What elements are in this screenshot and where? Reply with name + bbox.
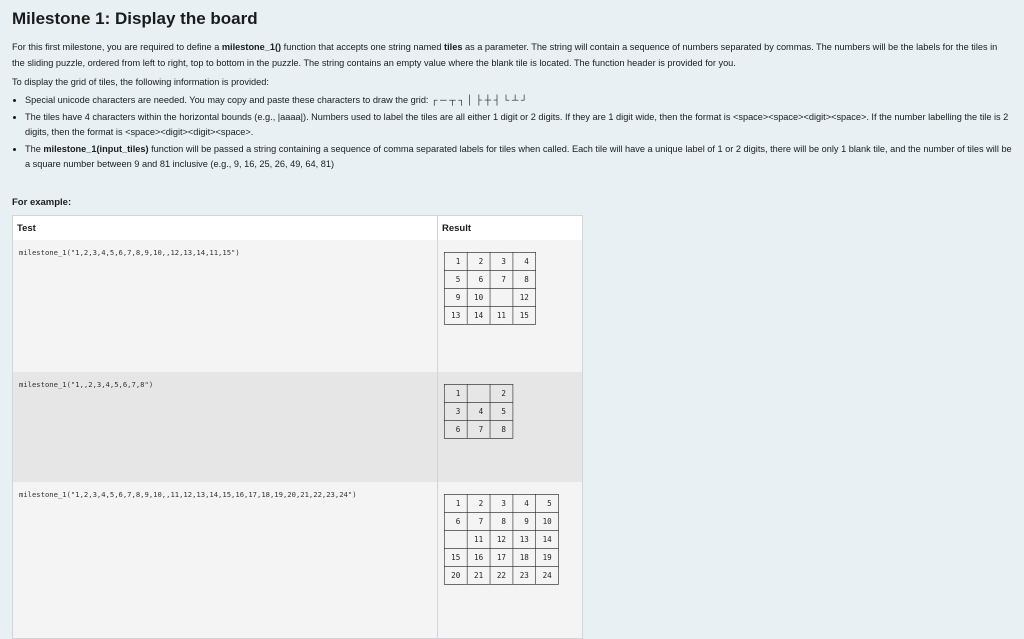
header-test: Test — [13, 216, 438, 241]
table-row — [13, 482, 583, 639]
result-grid[interactable]: ┌────┬────┬────┬────┬────┐ │ 1 │ 2 │ 3 │ 4 │ 5 │ ├────┼────┼────┼────┼────┤ │ 6 │ 7 │ 8 │ 9 │ 10 │ ├────┼────┼────┼────┼────┤ │ │ 11 │ 12 │ 13 │ 14 │ ├────┼────┼────┼────┼────┤ │ 15 │ 16 │ 17 │ 18 │ 19 │ ├────┼────┼────┼────┼────┤ │ 20 │ 21 │ 22 │ 23 │ 24 │ └────┴────┴────┴────┴────┘ — [442, 490, 561, 589]
intro-paragraph-1 — [12, 39, 1012, 71]
intro-text: For this first milestone, you are required to define a — [12, 42, 222, 52]
result-grid[interactable]: ┌────┬────┬────┐ │ 1 │ │ 2 │ ├────┼────┼────┤ │ 3 │ 4 │ 5 │ ├────┼────┼────┤ │ 6 │ 7 │ 8 │ └────┴────┴────┘ — [442, 380, 516, 443]
result-grid[interactable]: ┌────┬────┬────┬────┐ │ 1 │ 2 │ 3 │ 4 │ ├────┼────┼────┼────┤ │ 5 │ 6 │ 7 │ 8 │ ├────┼────┼────┼────┤ │ 9 │ 10 │ │ 12 │ ├────┼────┼────┼────┤ │ 13 │ 14 │ 11 │ 15 │ └────┴────┴────┴────┘ — [442, 248, 539, 329]
function-name: milestone_1() — [221, 42, 282, 52]
bullet-text: function will be passed a string containing a sequence of comma separated labels for tiles when called. Each tile will have a unique label of 1 or 2 digits, there will be only 1 blank tile, and the number of tiles will be a square number between 9 and 81 inclusive (e.g., 9, 16, 25, 26, 49, 64, 81) — [25, 143, 1012, 169]
page — [12, 0, 1012, 589]
header-result: Result — [438, 216, 583, 241]
intro-text: function that accepts one string named — [281, 42, 445, 52]
page-title: Milestone 1: Display the board — [12, 9, 258, 28]
bullet-unicode: • Special unicode characters are needed. You may copy and paste these characters to draw the grid: ┌ ─ ┬ ┐ │ ├ ┼ ┤ └ ┴ ┘ — [25, 93, 1012, 109]
requirements-list — [12, 93, 1012, 173]
examples-table — [12, 215, 583, 639]
intro-text: as a parameter. The string will contain a sequence of numbers separated by commas. The numbers will be the labels for the tiles in the sliding puzzle, ordered from left to right, top to bottom in the puzzle. The string contains an empty value where the blank tile is located. The function header is provided for you. — [12, 42, 998, 68]
result-cell — [438, 482, 583, 639]
example-label: For example: — [12, 197, 72, 208]
result-cell — [438, 372, 583, 482]
test-code[interactable]: milestone_1("1,,2,3,4,5,6,7,8") — [13, 372, 438, 482]
intro — [12, 39, 1012, 90]
test-code[interactable]: milestone_1("1,2,3,4,5,6,7,8,9,10,,11,12,13,14,15,16,17,18,19,20,21,22,23,24") — [13, 482, 438, 639]
bullet-tile-format: • The tiles have 4 characters within the horizontal bounds (e.g., |aaaa|). Numbers used to label the tiles are all either 1 digit or 2 digits. If they are 1 digit wide, then the format is <space><space><digit><space>. If the number labelling the tile is 2 digits, then the format is <space><digit><digit><space>. — [25, 110, 1012, 141]
param-name: tiles — [444, 42, 463, 52]
bullet-text: The — [25, 143, 44, 154]
table-header-row — [13, 216, 583, 241]
intro-paragraph-2: To display the grid of tiles, the following information is provided: — [12, 77, 269, 87]
test-code[interactable]: milestone_1("1,2,3,4,5,6,7,8,9,10,,12,13,14,11,15") — [13, 240, 438, 372]
table-row — [13, 240, 583, 372]
table-row — [13, 372, 583, 482]
result-cell — [438, 240, 583, 372]
function-signature: milestone_1(input_tiles) — [43, 143, 149, 154]
bullet-function — [25, 142, 1012, 173]
